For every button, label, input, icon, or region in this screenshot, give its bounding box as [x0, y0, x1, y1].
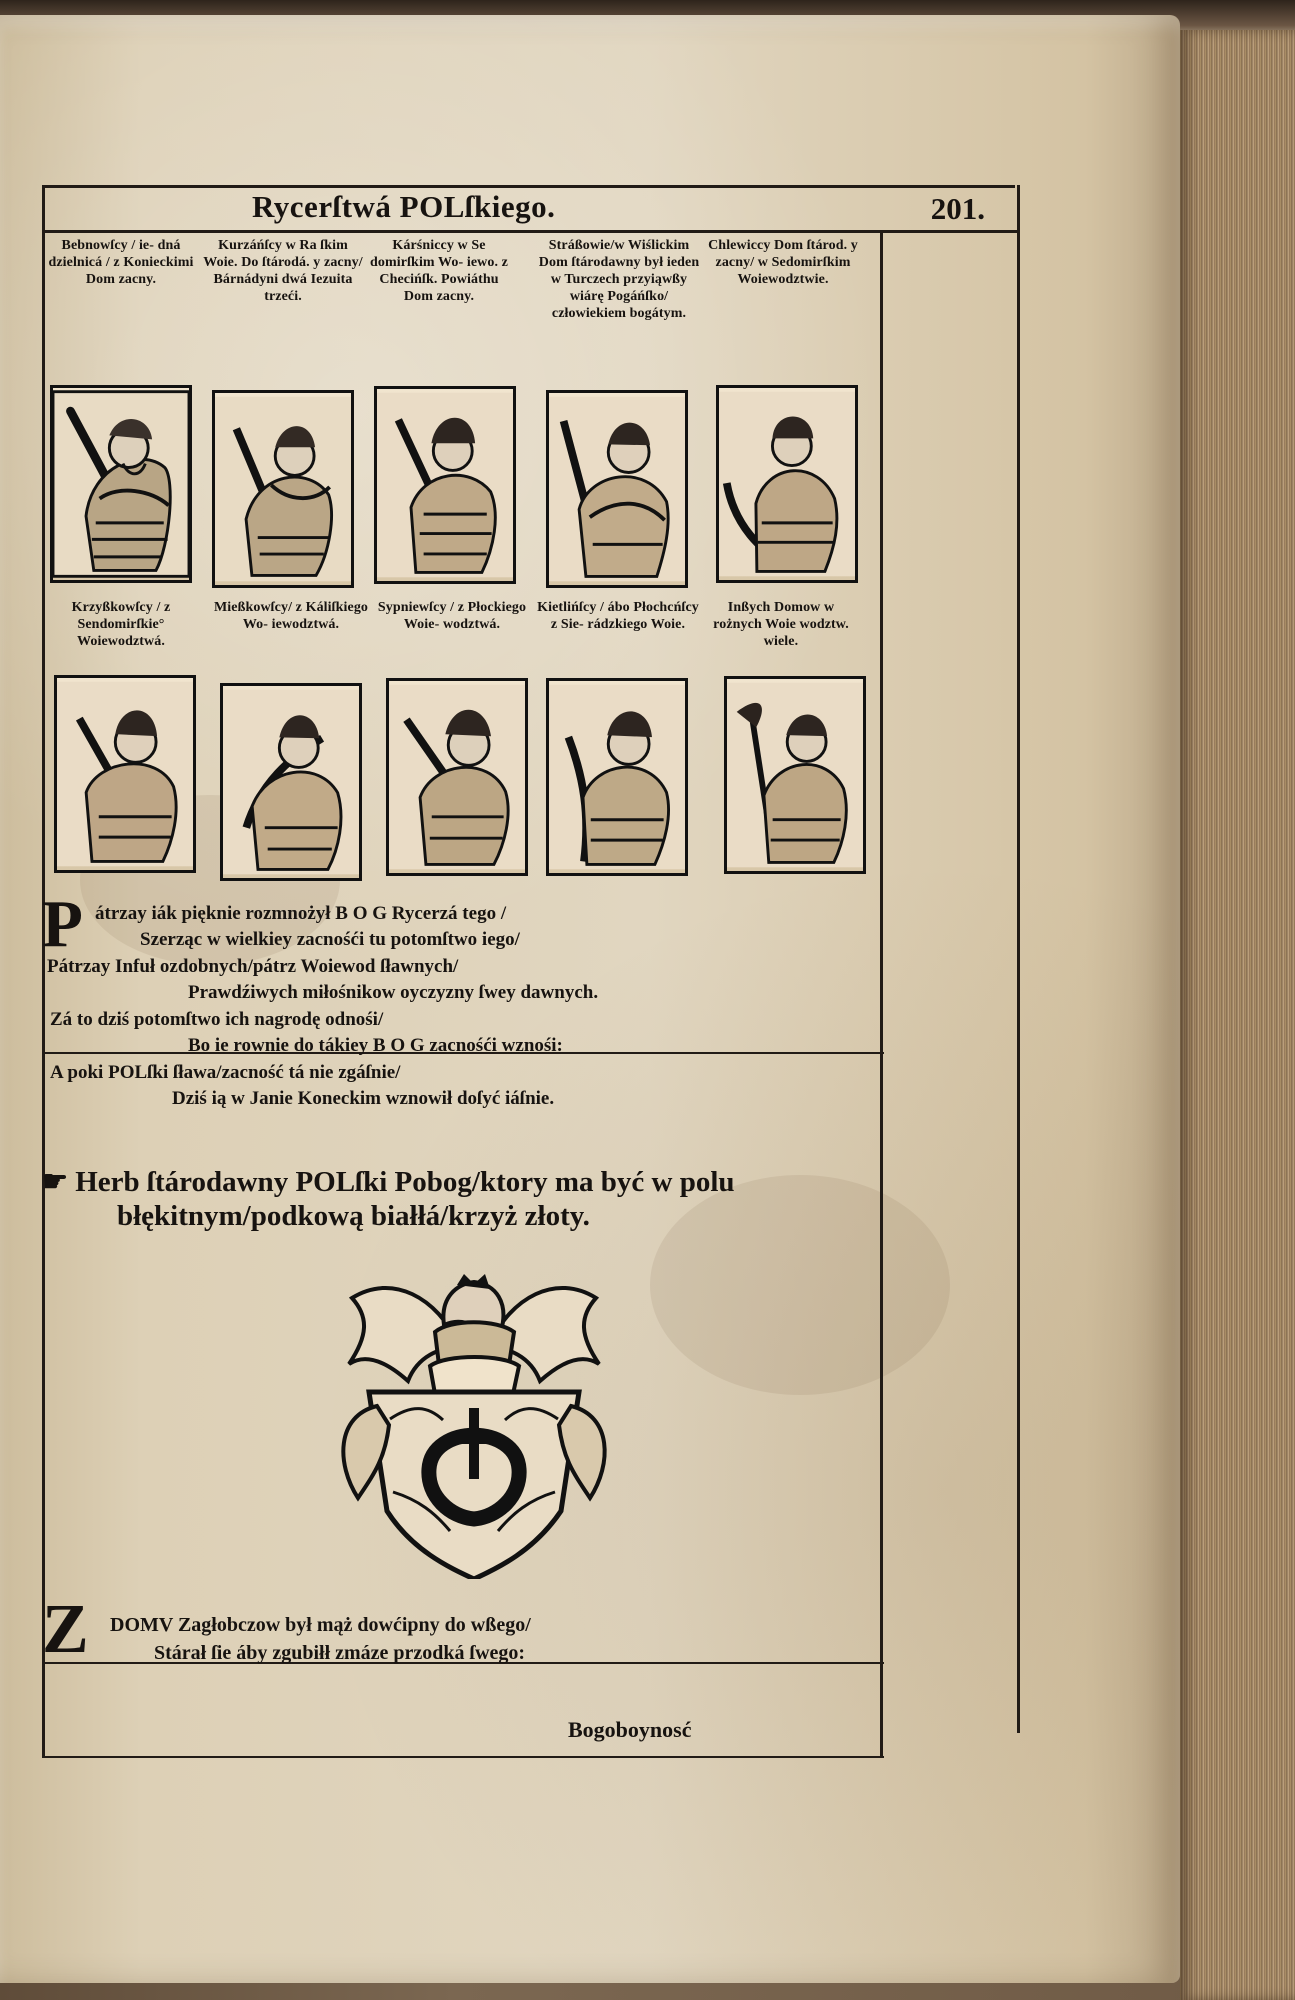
page-block-edge: [1180, 30, 1295, 2000]
caption-chlewiccy: Chlewiccy Dom ſtárod. y zacny/ w Sedomirſkim Woiewodztwie.: [708, 238, 858, 287]
knight-portrait-7: [220, 683, 362, 881]
poem-line-5: Zá to dziś potomſtwo ich nagrodę odnośi/: [50, 1009, 384, 1030]
poem-line-4: Prawdźiwych miłośnikow oyczyzny ſwey dawnych.: [188, 982, 599, 1003]
caption-sypniewscy: Sypniewſcy / z Płockiego Woie- wodztwá.: [377, 600, 527, 632]
caption-krzyszkowscy: Krzyßkowſcy / z Sendomirſkie° Woiewodztwá.: [71, 600, 171, 649]
knight-portrait-8: [386, 678, 528, 876]
knight-portrait-6: [54, 675, 196, 873]
woodcut-portrait-icon: [389, 681, 525, 873]
header-rule: [42, 230, 1017, 233]
running-head: Rycerſtwá POLſkiego.: [252, 189, 556, 224]
knight-portrait-5: [716, 385, 858, 583]
woodcut-portrait-icon: [215, 393, 351, 585]
woodcut-portrait-icon: [223, 686, 359, 878]
herb-title-line-1: Herb ſtárodawny POLſki Pobog/ktory ma być w polu: [75, 1166, 735, 1198]
herb-title: [42, 1165, 882, 1233]
catchword: Bogoboynosć: [568, 1717, 692, 1742]
knight-portrait-1: [50, 385, 192, 583]
knight-portrait-10: [724, 676, 866, 874]
bottom-initial: Z: [42, 1591, 89, 1668]
catchword-rule: [42, 1756, 884, 1758]
caption-mieszkowscy: Mießkowſcy/ z Káliſkiego Wo- iewodztwá.: [213, 600, 369, 632]
woodcut-portrait-icon: [727, 679, 863, 871]
caption-inszych-domow: Inßych Domow w rożnych Woie wodztw. wiele.: [713, 600, 849, 649]
right-frame-rule: [880, 233, 883, 1756]
poem-line-7: A poki POLſki ſława/zacność tá nie zgáſnie/: [50, 1062, 401, 1083]
poem-line-2: Szerząc w wielkiey zacnośći tu potomſtwo iego/: [140, 929, 520, 950]
poem-line-1: átrzay iák pięknie rozmnożył B O G Rycerzá tego /: [95, 903, 507, 924]
printed-page: [0, 15, 1180, 1983]
bottom-line-1: DOMV Zagłobczow był mąż dowćipny do wßego/: [110, 1614, 531, 1636]
caption-strazowie: Stráßowie/w Wiślickim Dom ſtárodawny był ieden w Turczech przyiąwßy wiárę Pogáńſko/ człowiekiem bogátym.: [538, 238, 700, 321]
knight-portrait-3: [374, 386, 516, 584]
poem-line-3: Pátrzay Infuł ozdobnych/pátrz Woiewod ſławnych/: [47, 956, 459, 977]
pobog-coat-of-arms: [314, 1274, 634, 1579]
caption-kurzanscy: Kurzáńſcy w Ra ſkim Woie. Do ſtárodá. y zacny/ Bárnádyni dwá Iezuita trzeći.: [203, 238, 363, 304]
poem-line-8: Dziś ią w Janie Koneckim wznowił doſyć iáſnie.: [172, 1088, 555, 1109]
hand-pointer-icon: ☛: [42, 1166, 68, 1198]
woodcut-portrait-icon: [549, 681, 685, 873]
woodcut-portrait-icon: [57, 678, 193, 870]
bottom-line-2: Stárał ſie áby zgubiłł zmáze przodká ſwego:: [154, 1642, 526, 1664]
caption-bebnowscy: Bebnowſcy / ie- dná dzielnicá / z Konieckimi Dom zacny.: [48, 238, 194, 287]
top-rule: [42, 185, 1015, 188]
caption-karsniccy: Kárśniccy w Se domirſkim Wo- iewo. z Checińſk. Powiáthu Dom zacny.: [370, 238, 508, 304]
poem-block: [42, 887, 822, 1109]
woodcut-portrait-icon: [719, 388, 855, 580]
poem-initial: P: [42, 887, 83, 961]
page-content: [42, 185, 1022, 1795]
knight-portrait-4: [546, 390, 688, 588]
poem-line-6: Bo ie rownie do tákiey B O G zacnośći wznośi:: [188, 1035, 563, 1056]
knight-portrait-2: [212, 390, 354, 588]
knight-portrait-9: [546, 678, 688, 876]
caption-kietlinscy: Kietlińſcy / ábo Płochcńſcy z Sie- rádzkiego Woie.: [537, 600, 699, 632]
woodcut-portrait-icon: [549, 393, 685, 585]
outer-right-rule: [1017, 185, 1020, 1733]
woodcut-portrait-icon: [377, 389, 513, 581]
herb-title-line-2: błękitnym/podkową białłá/krzyż złoty.: [117, 1200, 590, 1232]
page-number: 201.: [930, 191, 985, 226]
woodcut-portrait-icon: [53, 388, 189, 580]
